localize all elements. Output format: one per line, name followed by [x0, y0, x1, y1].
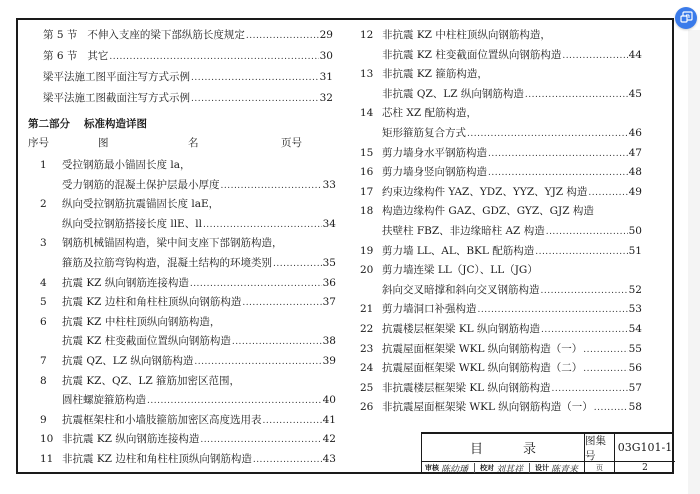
- entry-number: 4: [40, 276, 47, 289]
- entry-number: 8: [40, 374, 47, 387]
- entry-text: 约束边缘构件 YAZ、YDZ、YYZ、YJZ 构造: [382, 185, 588, 198]
- toc-entry-line[interactable]: [40, 236, 336, 250]
- leader-dots: [253, 453, 322, 467]
- entry-number: 26: [360, 401, 374, 414]
- entry-number: 15: [360, 146, 374, 159]
- leader-dots: [203, 218, 322, 232]
- leader-dots: [583, 343, 627, 357]
- toc-line-text: 梁平法施工图平面注写方式示例: [43, 71, 190, 83]
- entry-text: 抗震 KZ 柱变截面位置纵向钢筋构造: [62, 335, 231, 348]
- entry-text: 抗震 QZ、LZ 纵向钢筋构造: [62, 355, 194, 367]
- document-page: [16, 18, 674, 474]
- design-label: 设计: [535, 463, 550, 472]
- review-signature: 陈幼璠: [441, 464, 469, 475]
- divider: [474, 463, 475, 473]
- toc-line[interactable]: [43, 70, 333, 85]
- leader-dots: [588, 186, 627, 200]
- entry-page: 43: [322, 453, 336, 465]
- entry-text: 纵向受拉钢筋抗震锚固长度 laE，: [62, 198, 220, 211]
- entry-number: 12: [360, 29, 374, 41]
- toc-entry-line[interactable]: [360, 126, 642, 141]
- entry-text: 抗震 KZ 纵向钢筋连接构造: [62, 276, 189, 289]
- entry-page: 48: [628, 166, 642, 179]
- entry-page: 52: [628, 283, 642, 296]
- toc-entry-line[interactable]: [40, 178, 336, 193]
- signature-row: [422, 462, 585, 474]
- entry-text: 非抗震 KZ 箍筋构造，: [382, 68, 488, 81]
- toc-entry-line[interactable]: [360, 400, 642, 415]
- leader-dots: [594, 401, 628, 415]
- leader-dots: [546, 225, 628, 239]
- toc-entry-line[interactable]: [360, 342, 642, 357]
- entry-page: 57: [628, 381, 642, 394]
- entry-text: 非抗震 KZ 纵向钢筋连接构造: [62, 433, 200, 446]
- toc-entry-line[interactable]: [40, 276, 336, 291]
- toc-entry-line[interactable]: [360, 322, 642, 337]
- design-signature: 陈青来: [551, 464, 579, 475]
- header-no: 序号: [28, 137, 49, 149]
- page-label: 页: [585, 462, 615, 474]
- leader-dots: [200, 433, 321, 447]
- toc-entry-line[interactable]: [40, 393, 336, 408]
- entry-text: 圆柱螺旋箍筋构造: [62, 394, 146, 407]
- leader-dots: [109, 50, 318, 64]
- leader-dots: [488, 147, 628, 161]
- entry-page: 46: [628, 127, 642, 139]
- entry-text: 非抗震 KZ 柱变截面位置纵向钢筋构造: [382, 48, 562, 61]
- entry-text: 构造边缘构件 GAZ、GDZ、GYZ、GJZ 构造: [382, 205, 594, 218]
- toc-entry-line[interactable]: [40, 413, 336, 428]
- entry-page: 50: [628, 225, 642, 237]
- part-heading: [28, 117, 161, 131]
- entry-page: 47: [628, 146, 642, 159]
- leader-dots: [232, 335, 322, 349]
- entry-text: 剪力墙身水平钢筋构造: [382, 146, 487, 159]
- toc-entry-line[interactable]: [360, 28, 642, 42]
- entry-text: 抗震屋面框架梁 WKL 纵向钢筋构造（二）: [382, 362, 583, 375]
- entry-number: 5: [40, 296, 47, 309]
- toc-line[interactable]: [43, 49, 333, 64]
- entry-page: 37: [322, 296, 336, 309]
- leader-dots: [190, 277, 322, 291]
- toc-entry-line[interactable]: [360, 185, 642, 200]
- leader-dots: [525, 88, 628, 102]
- entry-page: 45: [628, 87, 642, 100]
- leader-dots: [467, 127, 628, 141]
- toc-entry-line[interactable]: [360, 263, 642, 277]
- entry-page: 34: [322, 217, 336, 230]
- entry-page: 40: [322, 394, 336, 407]
- entry-number: 6: [40, 315, 47, 328]
- entry-number: 16: [360, 166, 374, 179]
- toc-entry-line[interactable]: [360, 87, 642, 102]
- check-label: 校对: [480, 463, 495, 472]
- header-name-1: 图: [98, 137, 109, 149]
- header-name-2: 名: [188, 137, 199, 149]
- toc-entry-line[interactable]: [360, 283, 642, 298]
- entry-page: 33: [322, 178, 336, 191]
- leader-dots: [147, 394, 322, 408]
- review-label: 审核: [425, 463, 439, 472]
- entry-text: 受拉钢筋最小锚固长度 la，: [62, 159, 191, 171]
- entry-page: 49: [628, 185, 642, 198]
- leader-dots: [583, 362, 627, 376]
- part-title: 标准构造详图: [84, 118, 147, 130]
- entry-number: 7: [40, 355, 47, 367]
- entry-number: 21: [360, 303, 374, 316]
- entry-text: 剪力墙洞口补强构造: [382, 303, 477, 316]
- entry-text: 箍筋及拉筋弯钩构造，混凝土结构的环境类别: [62, 257, 272, 269]
- toc-entry-line[interactable]: [40, 354, 336, 369]
- toc-line-text: 其它: [87, 50, 109, 62]
- entry-text: 抗震 KZ 中柱柱顶纵向钢筋构造，: [62, 315, 221, 328]
- toc-line[interactable]: [43, 28, 333, 43]
- toc-entry-line[interactable]: [360, 381, 642, 396]
- entry-number: 13: [360, 68, 374, 81]
- entry-text: 纵向受拉钢筋搭接长度 llE、ll: [62, 217, 202, 230]
- toc-entry-line[interactable]: [360, 106, 642, 120]
- header-page: 页号: [281, 137, 302, 149]
- toc-page-number: 30: [319, 50, 333, 62]
- toc-entry-line[interactable]: [40, 256, 336, 271]
- atlas-number-value: 03G101-1: [615, 434, 675, 462]
- toc-entry-line[interactable]: [40, 295, 336, 310]
- entry-number: 24: [360, 362, 374, 375]
- leader-dots: [541, 284, 628, 298]
- entry-text: 非抗震 KZ 中柱柱顶纵向钢筋构造，: [382, 29, 551, 41]
- entry-text: 非抗震 KZ 边柱和角柱柱顶纵向钢筋构造: [62, 453, 252, 465]
- entry-page: 51: [628, 244, 642, 257]
- toc-line[interactable]: [43, 91, 333, 106]
- toc-page-number: 32: [319, 92, 333, 104]
- entry-page: 58: [628, 401, 642, 414]
- entry-text: 抗震 KZ、QZ、LZ 箍筋加密区范围，: [62, 374, 240, 387]
- leader-dots: [246, 29, 319, 43]
- entry-text: 非抗震 QZ、LZ 纵向钢筋构造: [382, 87, 524, 100]
- toc-entry-line[interactable]: [360, 146, 642, 161]
- part-number: 第二部分: [28, 118, 70, 130]
- entry-text: 非抗震屋面框架梁 WKL 纵向钢筋构造（一）: [382, 401, 593, 414]
- screenshot-translate-button[interactable]: [675, 7, 697, 29]
- entry-number: 19: [360, 244, 374, 257]
- leader-dots: [478, 303, 628, 317]
- leader-dots: [263, 414, 322, 428]
- entry-number: 18: [360, 205, 374, 218]
- title-block: [421, 432, 674, 474]
- leader-dots: [562, 49, 627, 63]
- toc-entry-line[interactable]: [40, 432, 336, 447]
- entry-text: 剪力墙 LL、AL、BKL 配筋构造: [382, 244, 535, 257]
- entry-page: 42: [322, 433, 336, 446]
- divider: [529, 463, 530, 473]
- entry-page: 35: [322, 257, 336, 269]
- entry-page: 53: [628, 303, 642, 316]
- toc-entry-line[interactable]: [360, 204, 642, 218]
- entry-number: 1: [40, 159, 47, 171]
- leader-dots: [242, 296, 321, 310]
- entry-number: 20: [360, 264, 374, 277]
- entry-number: 25: [360, 381, 374, 394]
- entry-text: 抗震 KZ 边柱和角柱柱顶纵向钢筋构造: [62, 296, 242, 309]
- entry-page: 36: [322, 276, 336, 289]
- entry-page: 44: [628, 48, 642, 61]
- toc-entry-line[interactable]: [40, 217, 336, 232]
- toc-page-number: 29: [319, 29, 333, 41]
- entry-number: 3: [40, 237, 47, 250]
- entry-page: 56: [628, 362, 642, 375]
- page-number: 2: [642, 463, 648, 473]
- leader-dots: [541, 323, 628, 337]
- entry-text: 剪力墙连梁 LL（JC）、LL（JG）: [382, 264, 538, 277]
- entry-text: 抗震框架柱和小墙肢箍筋加密区高度选用表: [62, 413, 262, 426]
- leader-dots: [488, 166, 628, 180]
- entry-text: 受力钢筋的混凝土保护层最小厚度: [62, 178, 220, 191]
- toc-line-text: 不伸入支座的梁下部纵筋长度规定: [87, 29, 245, 41]
- title-block-title: 目录: [422, 434, 585, 462]
- entry-page: 55: [628, 342, 642, 355]
- entry-page: 39: [322, 355, 336, 367]
- entry-page: 41: [322, 413, 336, 426]
- toc-entry-line[interactable]: [360, 244, 642, 259]
- toc-entry-line[interactable]: [40, 197, 336, 211]
- toc-entry-line[interactable]: [40, 334, 336, 349]
- entry-text: 斜向交叉暗撑和斜向交叉钢筋构造: [382, 283, 540, 296]
- leader-dots: [221, 179, 322, 193]
- entry-text: 抗震楼层框架梁 KL 纵向钢筋构造: [382, 323, 540, 335]
- entry-page: 38: [322, 335, 336, 348]
- section-label: 第 6 节: [43, 50, 78, 62]
- section-label: 第 5 节: [43, 29, 78, 41]
- entry-text: 抗震屋面框架梁 WKL 纵向钢筋构造（一）: [382, 342, 583, 355]
- screenshot-translate-icon: [680, 9, 693, 28]
- toc-entry-line[interactable]: [360, 361, 642, 376]
- entry-number: 17: [360, 185, 374, 198]
- check-signature: 刘其祥: [496, 464, 524, 475]
- toc-entry-line[interactable]: [360, 165, 642, 180]
- toc-entry-line[interactable]: [360, 302, 642, 317]
- leader-dots: [535, 245, 627, 259]
- entry-number: 2: [40, 198, 47, 211]
- toc-entry-line[interactable]: [40, 315, 336, 329]
- entry-text: 剪力墙身竖向钢筋构造: [382, 166, 487, 179]
- toc-entry-line[interactable]: [360, 224, 642, 239]
- entry-text: 扶壁柱 FBZ、非边缘暗柱 AZ 构造: [382, 225, 545, 237]
- entry-text: 非抗震楼层框架梁 KL 纵向钢筋构造: [382, 381, 551, 394]
- page-edge-shadow: [688, 30, 700, 494]
- entry-page: 54: [628, 323, 642, 335]
- atlas-number-label: 图集号: [585, 434, 615, 462]
- entry-number: 10: [40, 433, 54, 446]
- toc-page-number: 31: [319, 71, 333, 83]
- entry-text: 钢筋机械锚固构造，梁中间支座下部钢筋构造，: [62, 237, 283, 250]
- toc-entry-line[interactable]: [40, 158, 336, 172]
- leader-dots: [191, 92, 319, 106]
- entry-number: 9: [40, 413, 47, 426]
- leader-dots: [194, 355, 321, 369]
- entry-text: 矩形箍筋复合方式: [382, 127, 466, 139]
- entry-text: 芯柱 XZ 配筋构造，: [382, 107, 477, 120]
- entry-number: 22: [360, 323, 374, 335]
- toc-line-text: 梁平法施工图截面注写方式示例: [43, 92, 190, 104]
- entry-number: 14: [360, 107, 374, 120]
- leader-dots: [191, 71, 319, 85]
- entry-number: 23: [360, 342, 374, 355]
- toc-entry-line[interactable]: [360, 48, 642, 63]
- toc-entry-line[interactable]: [40, 452, 336, 467]
- entry-number: 11: [40, 453, 54, 465]
- toc-entry-line[interactable]: [360, 67, 642, 81]
- leader-dots: [552, 382, 628, 396]
- toc-entry-line[interactable]: [40, 374, 336, 388]
- leader-dots: [273, 257, 322, 271]
